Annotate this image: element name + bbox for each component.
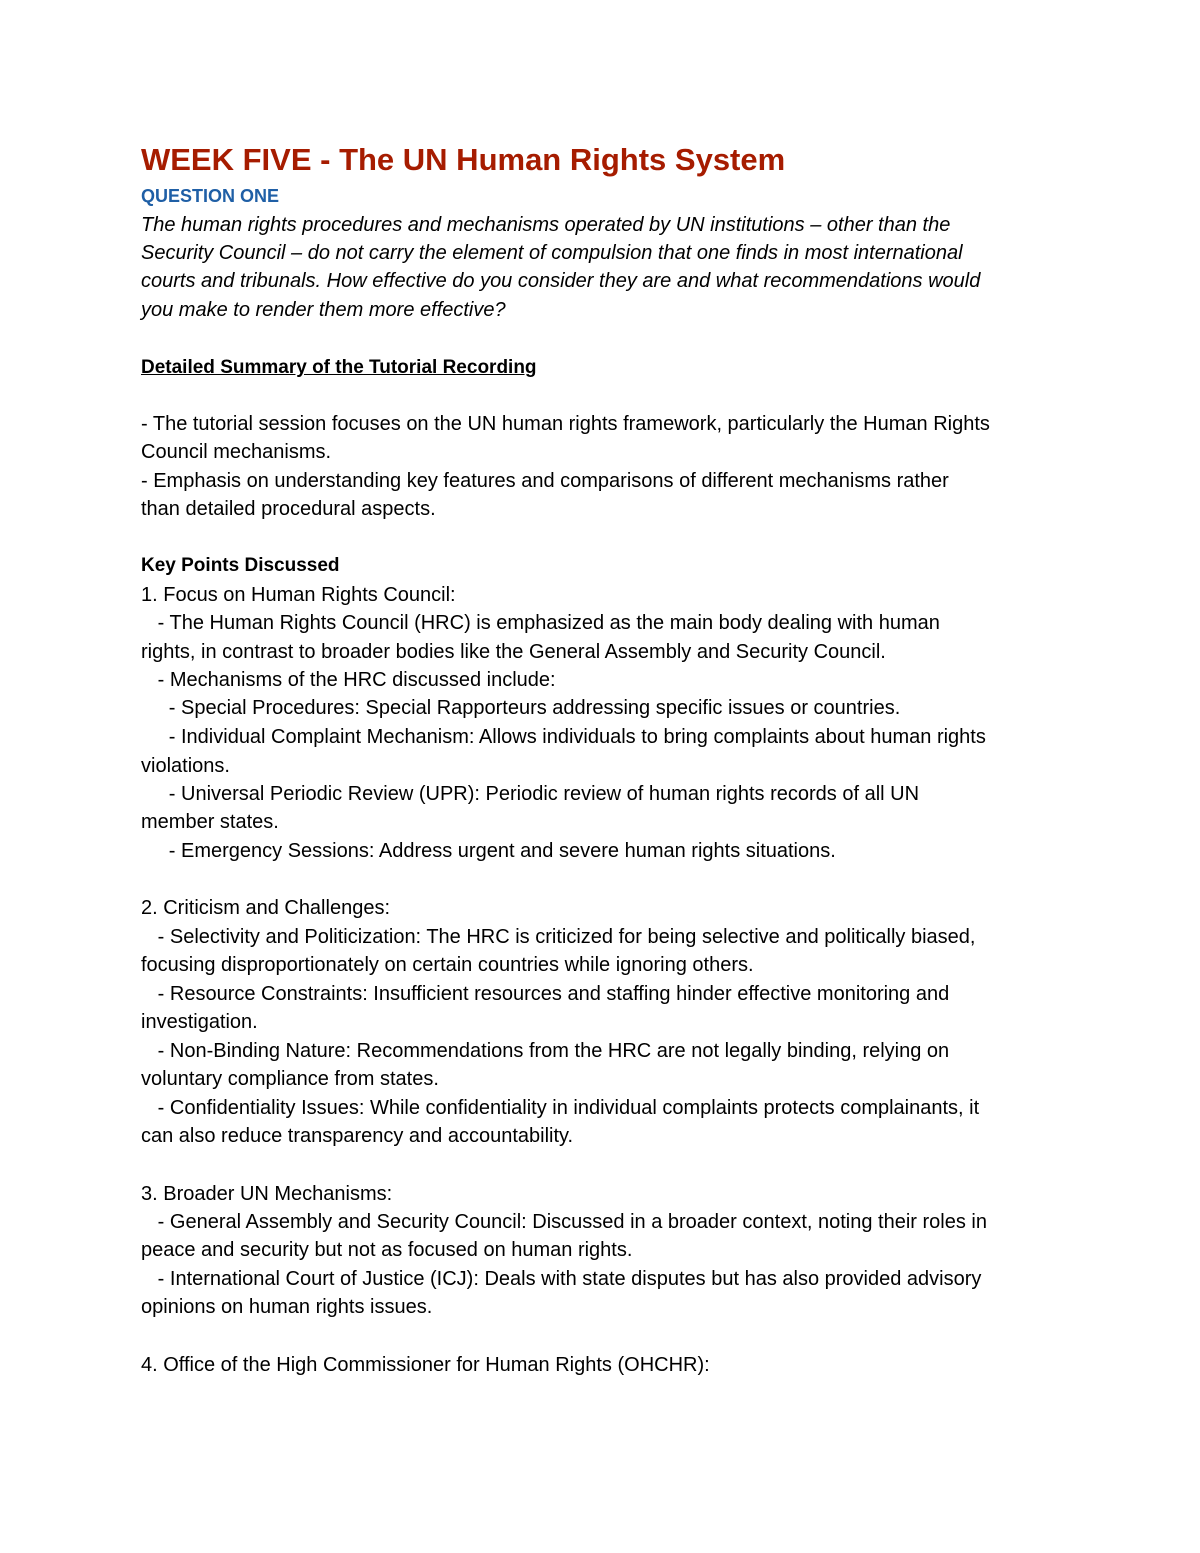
section2-line: - Selectivity and Politicization: The HRC is criticized for being selective and politically biased, — [141, 926, 976, 948]
summary-line: - The tutorial session focuses on the UN human rights framework, particularly the Human Rights — [141, 413, 990, 435]
section2-line: - Non-Binding Nature: Recommendations from the HRC are not legally binding, relying on — [141, 1040, 950, 1062]
question-heading: QUESTION ONE — [141, 186, 280, 206]
summary-line: - Emphasis on understanding key features and comparisons of different mechanisms rather — [141, 470, 949, 492]
question-line: Security Council – do not carry the element of compulsion that one finds in most international — [141, 242, 963, 264]
section1-line: member states. — [141, 811, 279, 833]
section2-line: 2. Criticism and Challenges: — [141, 897, 390, 919]
question-line: courts and tribunals. How effective do you consider they are and what recommendations would — [141, 270, 981, 292]
section3-line: opinions on human rights issues. — [141, 1296, 433, 1318]
section3-line: - International Court of Justice (ICJ): Deals with state disputes but has also provided advisory — [141, 1268, 982, 1290]
section2-line: investigation. — [141, 1011, 258, 1033]
section1-line: - Special Procedures: Special Rapporteurs addressing specific issues or countries. — [141, 697, 901, 719]
section2-line: - Confidentiality Issues: While confidentiality in individual complaints protects complainants, it — [141, 1097, 980, 1119]
section1-line: - The Human Rights Council (HRC) is emphasized as the main body dealing with human — [141, 612, 940, 634]
section1-line: - Emergency Sessions: Address urgent and severe human rights situations. — [141, 840, 836, 862]
summary-line: Council mechanisms. — [141, 441, 332, 463]
question-line: The human rights procedures and mechanisms operated by UN institutions – other than the — [141, 214, 951, 236]
section2-line: voluntary compliance from states. — [141, 1068, 439, 1090]
question-line: you make to render them more effective? — [141, 299, 506, 321]
section1-line: rights, in contrast to broader bodies like the General Assembly and Security Council. — [141, 641, 886, 663]
summary-heading: Detailed Summary of the Tutorial Recording — [141, 357, 537, 378]
section2-line: focusing disproportionately on certain countries while ignoring others. — [141, 954, 754, 976]
section3-line: 3. Broader UN Mechanisms: — [141, 1183, 393, 1205]
section3-line: - General Assembly and Security Council: Discussed in a broader context, noting their roles in — [141, 1211, 987, 1233]
document-title: WEEK FIVE - The UN Human Rights System — [141, 142, 786, 177]
section1-line: violations. — [141, 755, 230, 777]
section3-line: peace and security but not as focused on human rights. — [141, 1239, 633, 1261]
section4-line: 4. Office of the High Commissioner for Human Rights (OHCHR): — [141, 1354, 710, 1376]
section2-line: - Resource Constraints: Insufficient resources and staffing hinder effective monitoring and — [141, 983, 950, 1005]
key-points-heading: Key Points Discussed — [141, 555, 340, 576]
section2-line: can also reduce transparency and accountability. — [141, 1125, 574, 1147]
section1-line: - Individual Complaint Mechanism: Allows individuals to bring complaints about human rights — [141, 726, 986, 748]
summary-line: than detailed procedural aspects. — [141, 498, 436, 520]
section1-line: - Mechanisms of the HRC discussed include: — [141, 669, 556, 691]
section1-line: - Universal Periodic Review (UPR): Periodic review of human rights records of all UN — [141, 783, 920, 805]
section1-line: 1. Focus on Human Rights Council: — [141, 584, 456, 606]
